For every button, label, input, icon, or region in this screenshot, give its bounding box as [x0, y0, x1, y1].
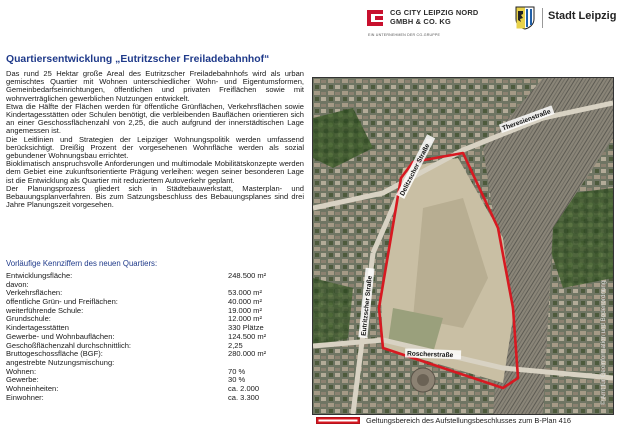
row-value: 124.500 m² [228, 331, 267, 341]
boundary-legend-swatch [316, 417, 360, 424]
page-title: Quartiersentwicklung „Eutritzscher Freiladebahnhof“ [6, 54, 270, 65]
row-label: Gewerbe: [6, 375, 39, 385]
row-value: 330 Plätze [228, 323, 264, 333]
kennziffern-heading: Vorläufige Kennziffern des neuen Quartiers: [6, 259, 158, 268]
table-row [6, 272, 306, 281]
cg-logo-text [390, 8, 478, 26]
row-label: weiterführende Schule: [6, 305, 84, 315]
row-value: ca. 3.300 [228, 392, 260, 402]
table-row [6, 368, 306, 377]
row-value: 280.000 m² [228, 349, 267, 359]
row-label: Gewerbe- und Wohnbauflächen: [6, 331, 115, 341]
cg-city-leipzig-nord-logo [364, 6, 494, 40]
city-name: Stadt Leipzig [548, 10, 617, 22]
paragraph: Bioklimatisch anspruchsvolle Anforderungen und multimodale Mobilitätskonzepte werden dem Gebiet eine zukunftsorientierte Prägung verleihen: wegen seiner besonderen Lage ist die Entwicklung als Quartier mit reduziertem Autoverkehr geplant. [6, 159, 304, 185]
street-label-theresienstrasse: Theresienstraße [501, 108, 552, 133]
row-label: Geschoßflächenzahl durchschnittlich: [6, 340, 132, 350]
row-value: ca. 2.000 [228, 383, 260, 393]
aerial-photo [313, 78, 613, 414]
row-label: öffentliche Grün- und Freiflächen: [6, 297, 118, 307]
description-text [6, 70, 304, 209]
street-label-roscherstrasse: Roscherstraße [406, 350, 454, 360]
row-label: Entwicklungsfläche: [6, 271, 73, 280]
row-value: 40.000 m² [228, 297, 262, 307]
row-label: Wohnen: [6, 366, 37, 376]
legend-text: Geltungsbereich des Aufstellungsbeschlusses zum B-Plan 416 [366, 416, 572, 425]
stadt-leipzig-logo [515, 6, 615, 32]
cg-logo-subline: EIN UNTERNEHMEN DER CG-GRUPPE [368, 33, 441, 37]
table-row [6, 359, 306, 368]
row-label: Bruttogeschossfläche (BGF): [6, 349, 103, 359]
street-label-delitzscher: Delitzscher Straße [398, 142, 432, 198]
table-row [6, 385, 306, 394]
header [0, 0, 620, 44]
street-label-eutritzscher: Eutritzscher Straße [360, 275, 374, 337]
row-value: 70 % [228, 366, 246, 376]
paragraph: Etwa die Hälfte der Flächen werden für öffentliche Grünflächen, Verkehrsflächen sowie Kindertagesstätten oder Schulen benötigt, die verbleibenden Bauflächen orientieren sich an einer Geschossflächenzahl von 2,25, die auch aufgrund der innerstädtischen Lage angemessen ist. [6, 101, 304, 136]
row-label: Kindertagesstätten [6, 323, 69, 333]
map-legend [312, 415, 612, 431]
paragraph: Das rund 25 Hektar große Areal des Eutritzscher Freiladebahnhofs wird als urban gemischtes Quartier mit Wohnen unterschiedlicher Wohn- und Eigentumsformen, Gemeinbedarfseinrichtungen, öffentlichen und privaten Freiflächen sowie mit wohnverträglichen gewerblichen Nutzungen entwickelt. [6, 69, 304, 103]
paragraph: Der Planungsprozess gliedert sich in Städtebauwerkstatt, Masterplan- und Bebauungsplanverfahren. Bis zum Satzungsbeschluss des Bebauungsplanes sind drei Jahre Planungszeit vorgesehen. [6, 183, 304, 210]
table-row [6, 394, 306, 403]
cg-logo-icon [364, 7, 386, 29]
kennziffern-table [6, 272, 306, 402]
row-value: 19.000 m² [228, 305, 262, 315]
cg-logo-line1: CG CITY LEIPZIG NORD [390, 8, 479, 17]
row-label: davon: [6, 279, 29, 289]
row-value: 30 % [228, 375, 246, 385]
row-value: 12.000 m² [228, 314, 262, 324]
row-value: 2,25 [228, 340, 243, 350]
row-label: Grundschule: [6, 314, 51, 324]
row-label: Einwohner: [6, 392, 44, 402]
map-copyright: © Amt für Geoinformation und Bodenordnung [600, 280, 607, 405]
row-value: 248.500 m² [228, 271, 267, 280]
cg-logo-line2: GMBH & CO. KG [390, 17, 451, 26]
aerial-map [312, 77, 614, 415]
paragraph: Die Leitlinien und Strategien der Leipziger Wohnungspolitik werden umfassend berücksichtigt. Dreißig Prozent der vorgesehenen Wohnfläche werden als sozial gebundener Wohnungsbau errichtet. [6, 134, 304, 161]
row-label: Verkehrsflächen: [6, 288, 63, 298]
row-label: Wohneinheiten: [6, 383, 59, 393]
row-label: angestrebte Nutzungsmischung: [6, 357, 115, 367]
row-value: 53.000 m² [228, 288, 262, 298]
leipzig-crest-icon [515, 6, 535, 30]
logo-divider [542, 8, 543, 28]
